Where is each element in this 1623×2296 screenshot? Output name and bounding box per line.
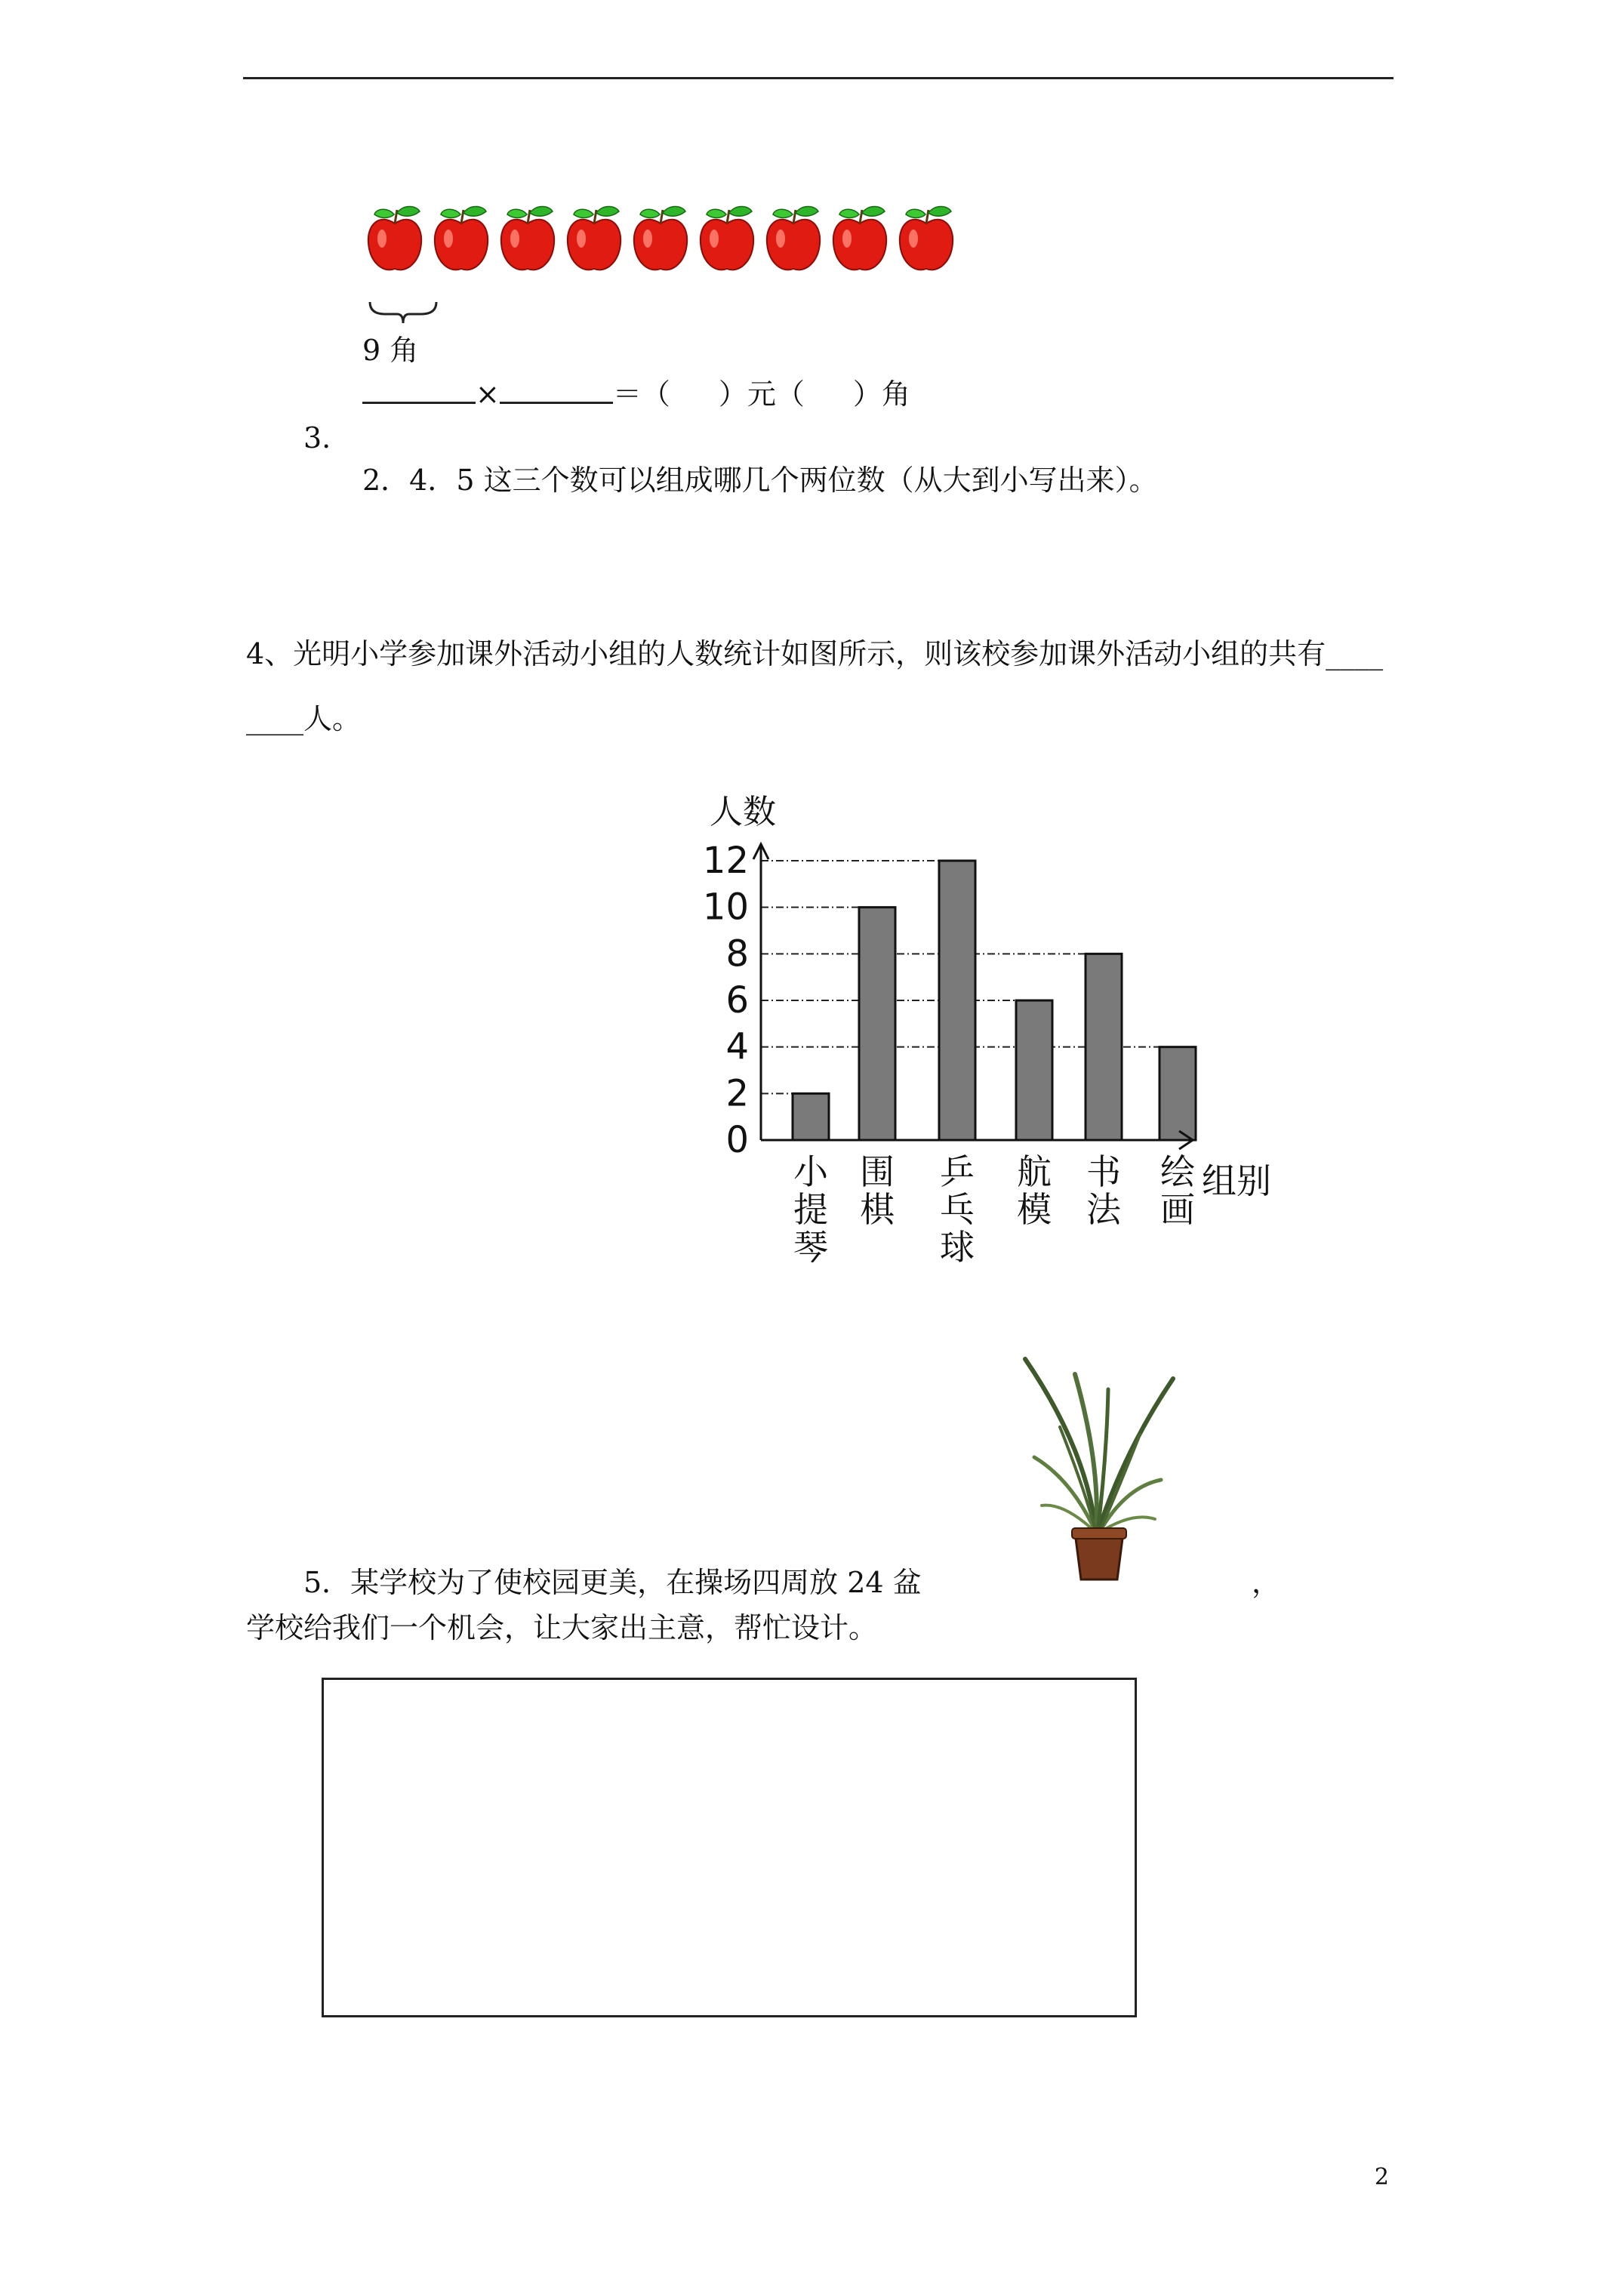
apple-icon — [762, 202, 824, 275]
header-rule — [243, 77, 1394, 79]
q4-line1: 4、光明小学参加课外活动小组的人数统计如图所示，则该校参加课外活动小组的共有____ — [246, 637, 1384, 670]
page-number: 2 — [1374, 2164, 1389, 2190]
apple-icon — [829, 202, 891, 275]
y-tick-label: 4 — [725, 1025, 749, 1068]
category-label: 绘画 — [1160, 1151, 1195, 1230]
q4-line2: ____人。 — [246, 702, 362, 735]
apple-icon — [696, 202, 758, 275]
y-axis-label: 人数 — [710, 793, 776, 831]
q5-comma: ， — [1252, 1566, 1281, 1599]
y-tick-label: 10 — [702, 886, 749, 929]
bar-围棋 — [859, 908, 895, 1140]
apple-icon — [364, 202, 426, 275]
apple-icon — [895, 202, 957, 275]
factor-blank-1[interactable] — [362, 376, 476, 404]
apple-icon — [630, 202, 691, 275]
category-label: 围棋 — [860, 1151, 895, 1230]
bar-书法 — [1086, 954, 1122, 1140]
jiao-paren: ）角 — [852, 378, 910, 411]
y-tick-label: 6 — [725, 979, 749, 1022]
y-tick-label: 8 — [725, 932, 749, 975]
category-label: 书法 — [1086, 1151, 1121, 1230]
q3-number: 3. — [303, 421, 331, 455]
bar-绘画 — [1160, 1047, 1196, 1140]
equals-paren: ＝（ — [612, 378, 670, 411]
design-answer-box[interactable] — [322, 1678, 1137, 2017]
apple-icon — [430, 202, 492, 275]
category-label: 乒乓球 — [940, 1151, 975, 1268]
q5-line1: 5．某学校为了使校园更美，在操场四周放 24 盆 — [303, 1566, 922, 1599]
bar-航模 — [1016, 1000, 1052, 1140]
brace-label: 9 角 — [362, 334, 419, 367]
brace-icon — [367, 299, 439, 329]
times-sign: × — [476, 378, 500, 411]
y-tick-label: 12 — [702, 840, 749, 882]
q5-line2: 学校给我们一个机会，让大家出主意，帮忙设计。 — [246, 1611, 878, 1644]
factor-blank-2[interactable] — [500, 376, 613, 404]
q3-text: 2．4．5 这三个数可以组成哪几个两位数（从大到小写出来）。 — [362, 464, 1158, 497]
bar-chart — [664, 785, 1298, 1276]
apple-icon — [497, 202, 559, 275]
potted-plant-icon — [1012, 1344, 1185, 1593]
q2-equation — [362, 376, 910, 412]
bar-乒乓球 — [939, 861, 975, 1140]
category-label: 小提琴 — [793, 1151, 828, 1268]
apple-icon — [563, 202, 625, 275]
y-tick-label: 2 — [725, 1072, 749, 1115]
bar-小提琴 — [793, 1093, 829, 1140]
yuan-paren: ）元（ — [718, 378, 805, 411]
y-tick-label: 0 — [725, 1119, 749, 1161]
category-label: 航模 — [1017, 1151, 1052, 1230]
x-axis-label: 组别 — [1202, 1160, 1271, 1201]
